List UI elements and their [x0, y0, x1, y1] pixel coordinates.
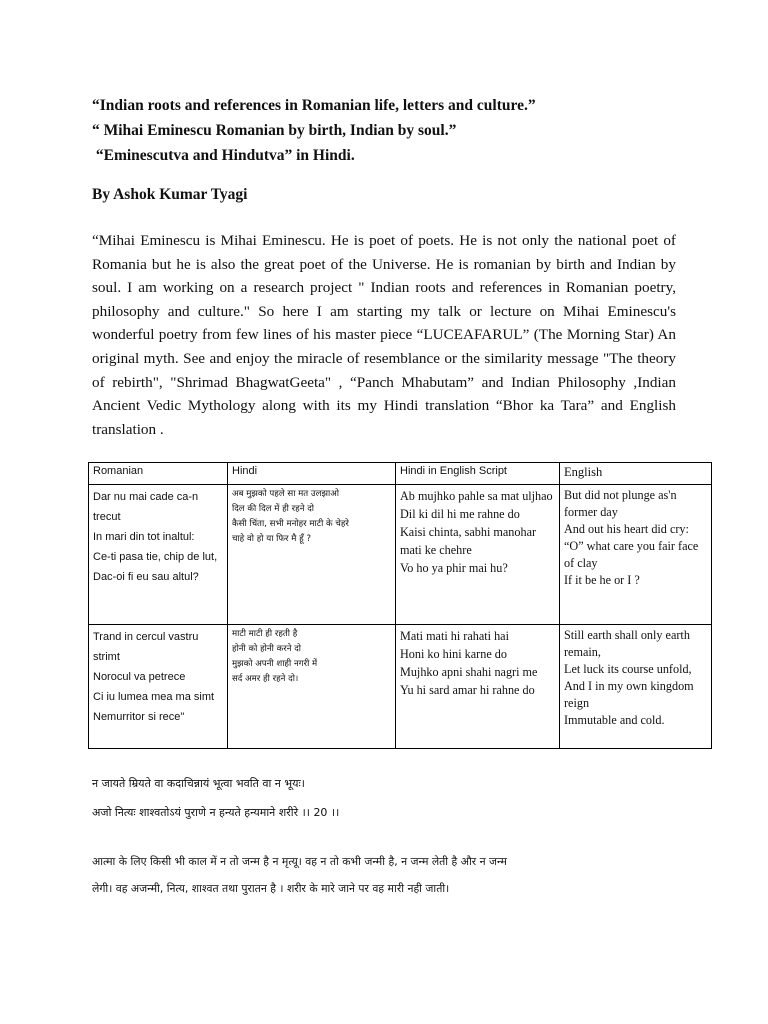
- table-header-row: [89, 463, 712, 485]
- cell-hindi: [228, 625, 396, 749]
- verse-line: चाहे वो हो या फिर मै हूँ ?: [232, 534, 312, 544]
- intro-paragraph: “Mihai Eminescu is Mihai Eminescu. He is poet of poets. He is not only the national poet of Romania but he is also the great poet of the Universe. He is romanian by birth and Indian by soul. I am working on a research project " Indian roots and references in Romanian poetry, philosophy and culture." So here I am starting my talk or lecture on Mihai Eminescu's wonderful poetry from few lines of his master piece “LUCEAFARUL” (The Morning Star) An original myth. See and enjoy the miracle of resemblance or the similarity message "The theory of rebirth", "Shrimad BhagwatGeeta" , “Panch Mhabutam” and Indian Philosophy ,Indian Ancient Vedic Mythology along with its my Hindi translation “Bhor ka Tara” and English translation .: [92, 232, 676, 438]
- cell-hindi-english-script: [396, 625, 560, 749]
- title-line-2: “ Mihai Eminescu Romanian by birth, Indian by soul.”: [92, 122, 457, 139]
- verse-line: सर्द अमर ही रहने दो।: [232, 674, 299, 684]
- verse-line: And I in my own kingdom reign: [564, 679, 694, 710]
- translation-table: [88, 462, 712, 749]
- sanskrit-line-2: अजो नित्यः शाश्वतोऽयं पुराणे न हन्यते हन्यमाने शरीरे ।। 20 ।।: [92, 806, 340, 819]
- verse-line: But did not plunge as'n former day: [564, 488, 677, 519]
- header-english: English: [560, 463, 712, 485]
- verse-line: Norocul va petrece: [93, 671, 186, 683]
- verse-line: Honi ko hini karne do: [400, 647, 507, 661]
- sanskrit-line-1: न जायते म्रियते वा कदाचिन्नायं भूत्वा भवति वा न भूयः।: [92, 777, 305, 790]
- verse-line: Immutable and cold.: [564, 713, 665, 727]
- verse-line: Trand in cercul vastru strimt: [93, 631, 199, 663]
- verse-line: कैसी चिंता, सभी मनोहर माटी के चेहरे: [232, 519, 349, 529]
- verse-line: Dac-oi fi eu sau altul?: [93, 571, 199, 583]
- cell-english: [560, 485, 712, 625]
- verse-line: Yu hi sard amar hi rahne do: [400, 683, 535, 697]
- verse-line: होनी को होनी करने दो: [232, 644, 301, 654]
- verse-line: Nemurritor si rece": [93, 711, 185, 723]
- hindi-explanation: आत्मा के लिए किसी भी काल में न तो जन्म है न मृत्यू। वह न तो कभी जन्मी है, न जन्म लेती है और न जन्म लेगी। वह अजन्मी, नित्य, शाश्वत तथा पुरातन है । शरीर के मारे जाने पर वह मारी नही जाती।: [92, 855, 507, 895]
- cell-romanian: [89, 485, 228, 625]
- verse-line: In mari din tot inaltul:: [93, 531, 195, 543]
- verse-line: Vo ho ya phir mai hu?: [400, 561, 508, 575]
- title-line-3: “Eminescutva and Hindutva” in Hindi.: [92, 147, 355, 164]
- verse-line: Still earth shall only earth remain,: [564, 628, 690, 659]
- verse-line: Let luck its course unfold,: [564, 662, 692, 676]
- verse-line: Kaisi chinta, sabhi manohar mati ke chehre: [400, 525, 537, 557]
- verse-line: Ce-ti pasa tie, chip de lut,: [93, 551, 218, 563]
- verse-line: Ab mujhko pahle sa mat uljhao: [400, 489, 553, 503]
- verse-line: दिल की दिल में ही रहने दो: [232, 504, 315, 514]
- header-romanian: Romanian: [89, 463, 228, 485]
- cell-romanian: [89, 625, 228, 749]
- verse-line: “O” what care you fair face of clay: [564, 539, 699, 570]
- cell-hindi-english-script: [396, 485, 560, 625]
- verse-line: Ci iu lumea mea ma simt: [93, 691, 215, 703]
- verse-line: माटी माटी ही रहती है: [232, 629, 298, 639]
- title-line-1: “Indian roots and references in Romanian life, letters and culture.”: [92, 97, 536, 114]
- verse-line: If it be he or I ?: [564, 573, 640, 587]
- table-row: [89, 485, 712, 625]
- table-row: [89, 625, 712, 749]
- verse-line: अब मुझको पहले सा मत उलझाओ: [232, 489, 339, 499]
- title-block: [92, 93, 692, 168]
- cell-english: [560, 625, 712, 749]
- verse-line: Dil ki dil hi me rahne do: [400, 507, 520, 521]
- header-hindi-english-script: Hindi in English Script: [396, 463, 560, 485]
- verse-line: मुझको अपनी शाही नगरी में: [232, 659, 318, 669]
- cell-hindi: [228, 485, 396, 625]
- verse-line: Mati mati hi rahati hai: [400, 629, 509, 643]
- sanskrit-verse: [92, 769, 692, 827]
- author-line: By Ashok Kumar Tyagi: [92, 186, 248, 203]
- verse-line: And out his heart did cry:: [564, 522, 689, 536]
- header-hindi: Hindi: [228, 463, 396, 485]
- verse-line: Dar nu mai cade ca-n trecut: [93, 491, 199, 523]
- verse-line: Mujhko apni shahi nagri me: [400, 665, 538, 679]
